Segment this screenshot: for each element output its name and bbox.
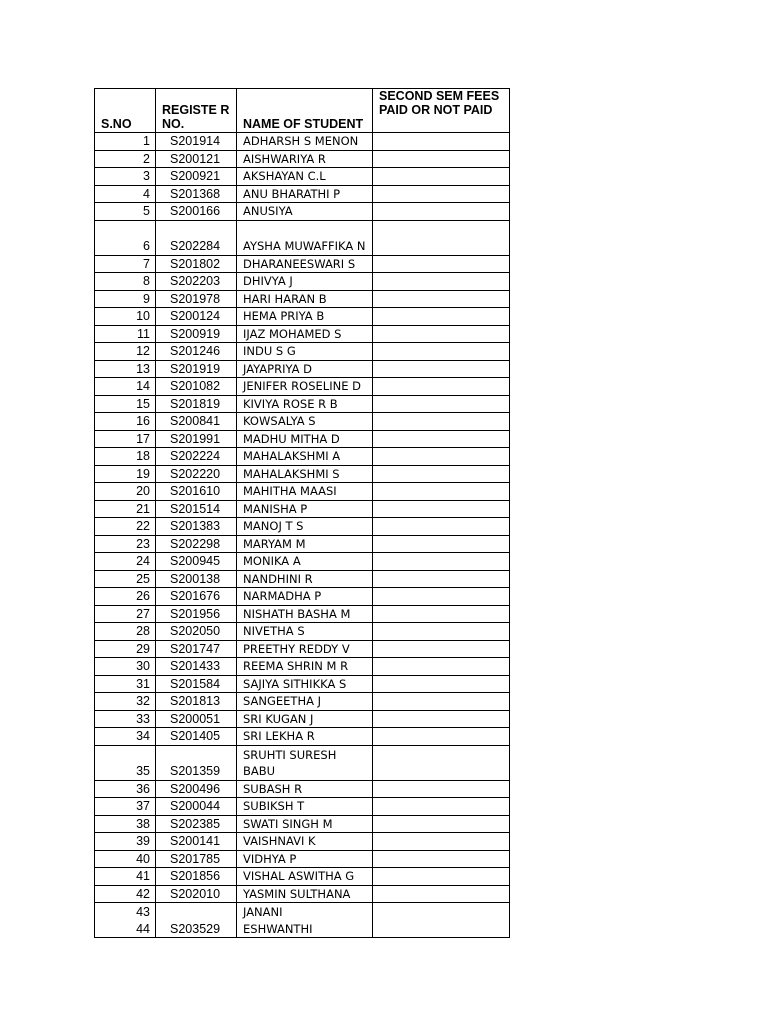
- register-no-cell: S201802: [156, 255, 237, 273]
- register-no-cell: S200121: [156, 150, 237, 168]
- register-no-cell: S201610: [156, 483, 237, 501]
- register-no-cell: S200921: [156, 168, 237, 186]
- student-name-cell: KOWSALYA S: [237, 413, 373, 431]
- student-name-cell: AKSHAYAN C.L: [237, 168, 373, 186]
- table-row: [95, 710, 510, 728]
- register-no-cell: S201747: [156, 640, 237, 658]
- sno-cell: 22: [95, 518, 156, 536]
- header-fees-status: SECOND SEM FEES PAID OR NOT PAID: [373, 89, 510, 133]
- fees-status-cell: [373, 658, 510, 676]
- fees-status-cell: [373, 273, 510, 291]
- student-name-cell: SRUHTI SURESH BABU: [237, 745, 373, 780]
- table-row: [95, 448, 510, 466]
- student-name-line-2: ESHWANTHI: [243, 921, 313, 936]
- register-no-cell: S201856: [156, 868, 237, 886]
- student-name-cell: MONIKA A: [237, 553, 373, 571]
- sno-cell: 24: [95, 553, 156, 571]
- fees-status-cell: [373, 605, 510, 623]
- sno-cell: 4: [95, 185, 156, 203]
- register-no-cell: S202224: [156, 448, 237, 466]
- fees-status-cell: [373, 325, 510, 343]
- register-no-cell: S201246: [156, 343, 237, 361]
- student-name-cell: SRI KUGAN J: [237, 710, 373, 728]
- register-no-cell: S200166: [156, 203, 237, 221]
- student-name-cell: ANUSIYA: [237, 203, 373, 221]
- table-body: [95, 133, 510, 938]
- fees-status-cell: [373, 693, 510, 711]
- header-sno: S.NO: [95, 89, 156, 133]
- fees-status-cell: [373, 535, 510, 553]
- sno-cell: 30: [95, 658, 156, 676]
- sno-cell: 38: [95, 815, 156, 833]
- sno-cell: 34: [95, 728, 156, 746]
- student-name-cell: [237, 903, 373, 938]
- sno-cell: 35: [95, 745, 156, 780]
- register-no-cell: S200496: [156, 780, 237, 798]
- sno-cell: 39: [95, 833, 156, 851]
- student-name-cell: DHARANEESWARI S: [237, 255, 373, 273]
- fees-status-cell: [373, 518, 510, 536]
- register-no-cell: S201433: [156, 658, 237, 676]
- sno-cell: 3: [95, 168, 156, 186]
- register-no-cell: S201514: [156, 500, 237, 518]
- student-name-cell: NIVETHA S: [237, 623, 373, 641]
- table-row: [95, 500, 510, 518]
- sno-cell: 7: [95, 255, 156, 273]
- student-name-cell: SRI LEKHA R: [237, 728, 373, 746]
- fees-status-cell: [373, 185, 510, 203]
- table-row: [95, 185, 510, 203]
- student-name-cell: ADHARSH S MENON: [237, 133, 373, 151]
- table-row: [95, 780, 510, 798]
- table-row: [95, 220, 510, 255]
- table-row: [95, 745, 510, 780]
- register-no-cell: S201676: [156, 588, 237, 606]
- student-name-cell: JENIFER ROSELINE D: [237, 378, 373, 396]
- fees-status-cell: [373, 780, 510, 798]
- student-name-cell: VISHAL ASWITHA G: [237, 868, 373, 886]
- table-row: [95, 885, 510, 903]
- sno-cell: 40: [95, 850, 156, 868]
- table-row: [95, 728, 510, 746]
- table-row: [95, 605, 510, 623]
- student-name-cell: DHIVYA J: [237, 273, 373, 291]
- student-name-cell: MANOJ T S: [237, 518, 373, 536]
- fees-status-cell: [373, 833, 510, 851]
- register-no-cell: S202010: [156, 885, 237, 903]
- fees-status-cell: [373, 360, 510, 378]
- table-row: [95, 360, 510, 378]
- sno-cell: 28: [95, 623, 156, 641]
- fees-status-cell: [373, 885, 510, 903]
- table-row: [95, 553, 510, 571]
- table-row: [95, 675, 510, 693]
- fees-status-cell: [373, 448, 510, 466]
- register-no-cell: S200051: [156, 710, 237, 728]
- sno-cell: 16: [95, 413, 156, 431]
- register-no-cell: S202220: [156, 465, 237, 483]
- table-row: [95, 588, 510, 606]
- table-row: [95, 378, 510, 396]
- fees-status-cell: [373, 500, 510, 518]
- register-no-cell: S201956: [156, 605, 237, 623]
- fees-status-cell: [373, 255, 510, 273]
- register-no-cell: S202298: [156, 535, 237, 553]
- sno-cell: 26: [95, 588, 156, 606]
- fees-status-cell: [373, 640, 510, 658]
- sno-cell: 36: [95, 780, 156, 798]
- register-no-cell: S201368: [156, 185, 237, 203]
- student-name-cell: MAHALAKSHMI S: [237, 465, 373, 483]
- sno-cell: [95, 903, 156, 938]
- sno-cell: 20: [95, 483, 156, 501]
- student-name-cell: NISHATH BASHA M: [237, 605, 373, 623]
- sno-cell: 42: [95, 885, 156, 903]
- table-row: [95, 430, 510, 448]
- register-no-cell: S203529: [156, 903, 237, 938]
- table-row: [95, 640, 510, 658]
- fees-status-cell: [373, 710, 510, 728]
- table-row: [95, 833, 510, 851]
- fees-status-cell: [373, 798, 510, 816]
- fees-status-cell: [373, 413, 510, 431]
- student-name-cell: KIVIYA ROSE R B: [237, 395, 373, 413]
- fees-status-cell: [373, 675, 510, 693]
- sno-cell: 31: [95, 675, 156, 693]
- sno-cell: 14: [95, 378, 156, 396]
- fees-status-cell: [373, 868, 510, 886]
- student-name-cell: MAHITHA MAASI: [237, 483, 373, 501]
- table-row: [95, 693, 510, 711]
- register-no-cell: S202284: [156, 220, 237, 255]
- student-name-cell: MANISHA P: [237, 500, 373, 518]
- register-no-cell: S200138: [156, 570, 237, 588]
- fees-status-cell: [373, 850, 510, 868]
- fees-status-cell: [373, 815, 510, 833]
- fees-status-cell: [373, 290, 510, 308]
- fees-status-cell: [373, 133, 510, 151]
- fees-status-cell: [373, 220, 510, 255]
- sno-cell: 18: [95, 448, 156, 466]
- register-no-cell: S202203: [156, 273, 237, 291]
- fees-status-cell: [373, 343, 510, 361]
- student-name-cell: NARMADHA P: [237, 588, 373, 606]
- table-row: [95, 255, 510, 273]
- register-no-cell: S201919: [156, 360, 237, 378]
- sno-cell: 19: [95, 465, 156, 483]
- header-student-name: NAME OF STUDENT: [237, 89, 373, 133]
- register-no-cell: S200141: [156, 833, 237, 851]
- student-name-cell: AISHWARIYA R: [237, 150, 373, 168]
- register-no-cell: S202385: [156, 815, 237, 833]
- table-row: [95, 273, 510, 291]
- fees-status-cell: [373, 745, 510, 780]
- sno-cell: 9: [95, 290, 156, 308]
- fees-status-cell: [373, 553, 510, 571]
- student-name-cell: NANDHINI R: [237, 570, 373, 588]
- table-row: [95, 518, 510, 536]
- fees-status-cell: [373, 588, 510, 606]
- table-row: [95, 483, 510, 501]
- fees-status-cell: [373, 430, 510, 448]
- student-name-cell: SUBIKSH T: [237, 798, 373, 816]
- sno-cell: 33: [95, 710, 156, 728]
- fees-status-cell: [373, 465, 510, 483]
- fees-status-cell: [373, 570, 510, 588]
- student-name-cell: REEMA SHRIN M R: [237, 658, 373, 676]
- sno-cell: 21: [95, 500, 156, 518]
- register-no-cell: S200841: [156, 413, 237, 431]
- sno-cell-top: 43: [136, 905, 150, 919]
- student-name-cell: YASMIN SULTHANA: [237, 885, 373, 903]
- fees-status-cell: [373, 150, 510, 168]
- sno-cell: 6: [95, 220, 156, 255]
- table-row: [95, 343, 510, 361]
- student-name-cell: MARYAM M: [237, 535, 373, 553]
- table-row: [95, 325, 510, 343]
- sno-cell: 15: [95, 395, 156, 413]
- table-row: [95, 308, 510, 326]
- header-register-no: REGISTE R NO.: [156, 89, 237, 133]
- student-name-cell: HEMA PRIYA B: [237, 308, 373, 326]
- student-name-cell: VIDHYA P: [237, 850, 373, 868]
- fees-status-cell: [373, 378, 510, 396]
- sno-cell: 8: [95, 273, 156, 291]
- sno-cell: 11: [95, 325, 156, 343]
- student-name-cell: MADHU MITHA D: [237, 430, 373, 448]
- student-name-cell: JAYAPRIYA D: [237, 360, 373, 378]
- table-row: [95, 395, 510, 413]
- register-no-cell: S200919: [156, 325, 237, 343]
- fees-status-cell: [373, 203, 510, 221]
- register-no-cell: S201819: [156, 395, 237, 413]
- register-no-cell: S201383: [156, 518, 237, 536]
- student-name-line-1: JANANI: [243, 905, 283, 919]
- table-row: [95, 658, 510, 676]
- student-name-cell: IJAZ MOHAMED S: [237, 325, 373, 343]
- table-row: [95, 868, 510, 886]
- student-name-cell: PREETHY REDDY V: [237, 640, 373, 658]
- register-no-cell: S200044: [156, 798, 237, 816]
- table-row: [95, 850, 510, 868]
- table-row: [95, 903, 510, 938]
- student-name-cell: MAHALAKSHMI A: [237, 448, 373, 466]
- fees-status-cell: [373, 395, 510, 413]
- sno-cell: 25: [95, 570, 156, 588]
- sno-cell: 27: [95, 605, 156, 623]
- table-row: [95, 168, 510, 186]
- student-name-cell: SAJIYA SITHIKKA S: [237, 675, 373, 693]
- sno-cell: 5: [95, 203, 156, 221]
- student-name-cell: ANU BHARATHI P: [237, 185, 373, 203]
- register-no-cell: S201359: [156, 745, 237, 780]
- fees-status-cell: [373, 728, 510, 746]
- student-name-cell: SUBASH R: [237, 780, 373, 798]
- student-name-cell: SANGEETHA J: [237, 693, 373, 711]
- table-row: [95, 623, 510, 641]
- sno-cell: 41: [95, 868, 156, 886]
- sno-cell: 17: [95, 430, 156, 448]
- sno-cell: 1: [95, 133, 156, 151]
- register-no-cell: S200945: [156, 553, 237, 571]
- table-row: [95, 815, 510, 833]
- register-no-cell: S201082: [156, 378, 237, 396]
- student-name-cell: SWATI SINGH M: [237, 815, 373, 833]
- fees-status-cell: [373, 168, 510, 186]
- register-no-cell: S201813: [156, 693, 237, 711]
- register-no-cell: S201991: [156, 430, 237, 448]
- table-row: [95, 570, 510, 588]
- sno-cell: 2: [95, 150, 156, 168]
- table-row: [95, 535, 510, 553]
- sno-cell-bottom: 44: [136, 921, 150, 936]
- sno-cell: 32: [95, 693, 156, 711]
- sno-cell: 13: [95, 360, 156, 378]
- fees-status-cell: [373, 623, 510, 641]
- table-row: [95, 465, 510, 483]
- sno-cell: 10: [95, 308, 156, 326]
- table-row: [95, 798, 510, 816]
- sno-cell: 29: [95, 640, 156, 658]
- student-name-cell: AYSHA MUWAFFIKA N: [237, 220, 373, 255]
- student-name-cell: VAISHNAVI K: [237, 833, 373, 851]
- sno-cell: 23: [95, 535, 156, 553]
- fees-status-cell: [373, 308, 510, 326]
- fees-status-cell: [373, 903, 510, 938]
- sno-cell: 12: [95, 343, 156, 361]
- register-no-cell: S201584: [156, 675, 237, 693]
- header-row: [95, 89, 510, 133]
- table-row: [95, 413, 510, 431]
- table-row: [95, 133, 510, 151]
- sno-cell: 37: [95, 798, 156, 816]
- register-no-cell: S201978: [156, 290, 237, 308]
- table-row: [95, 290, 510, 308]
- register-no-cell: S202050: [156, 623, 237, 641]
- register-no-cell: S201914: [156, 133, 237, 151]
- student-name-cell: HARI HARAN B: [237, 290, 373, 308]
- table-row: [95, 203, 510, 221]
- student-name-cell: INDU S G: [237, 343, 373, 361]
- table-row: [95, 150, 510, 168]
- register-no-cell: S201405: [156, 728, 237, 746]
- student-fees-table: [94, 88, 510, 938]
- register-no-cell: S201785: [156, 850, 237, 868]
- register-no-cell: S200124: [156, 308, 237, 326]
- fees-status-cell: [373, 483, 510, 501]
